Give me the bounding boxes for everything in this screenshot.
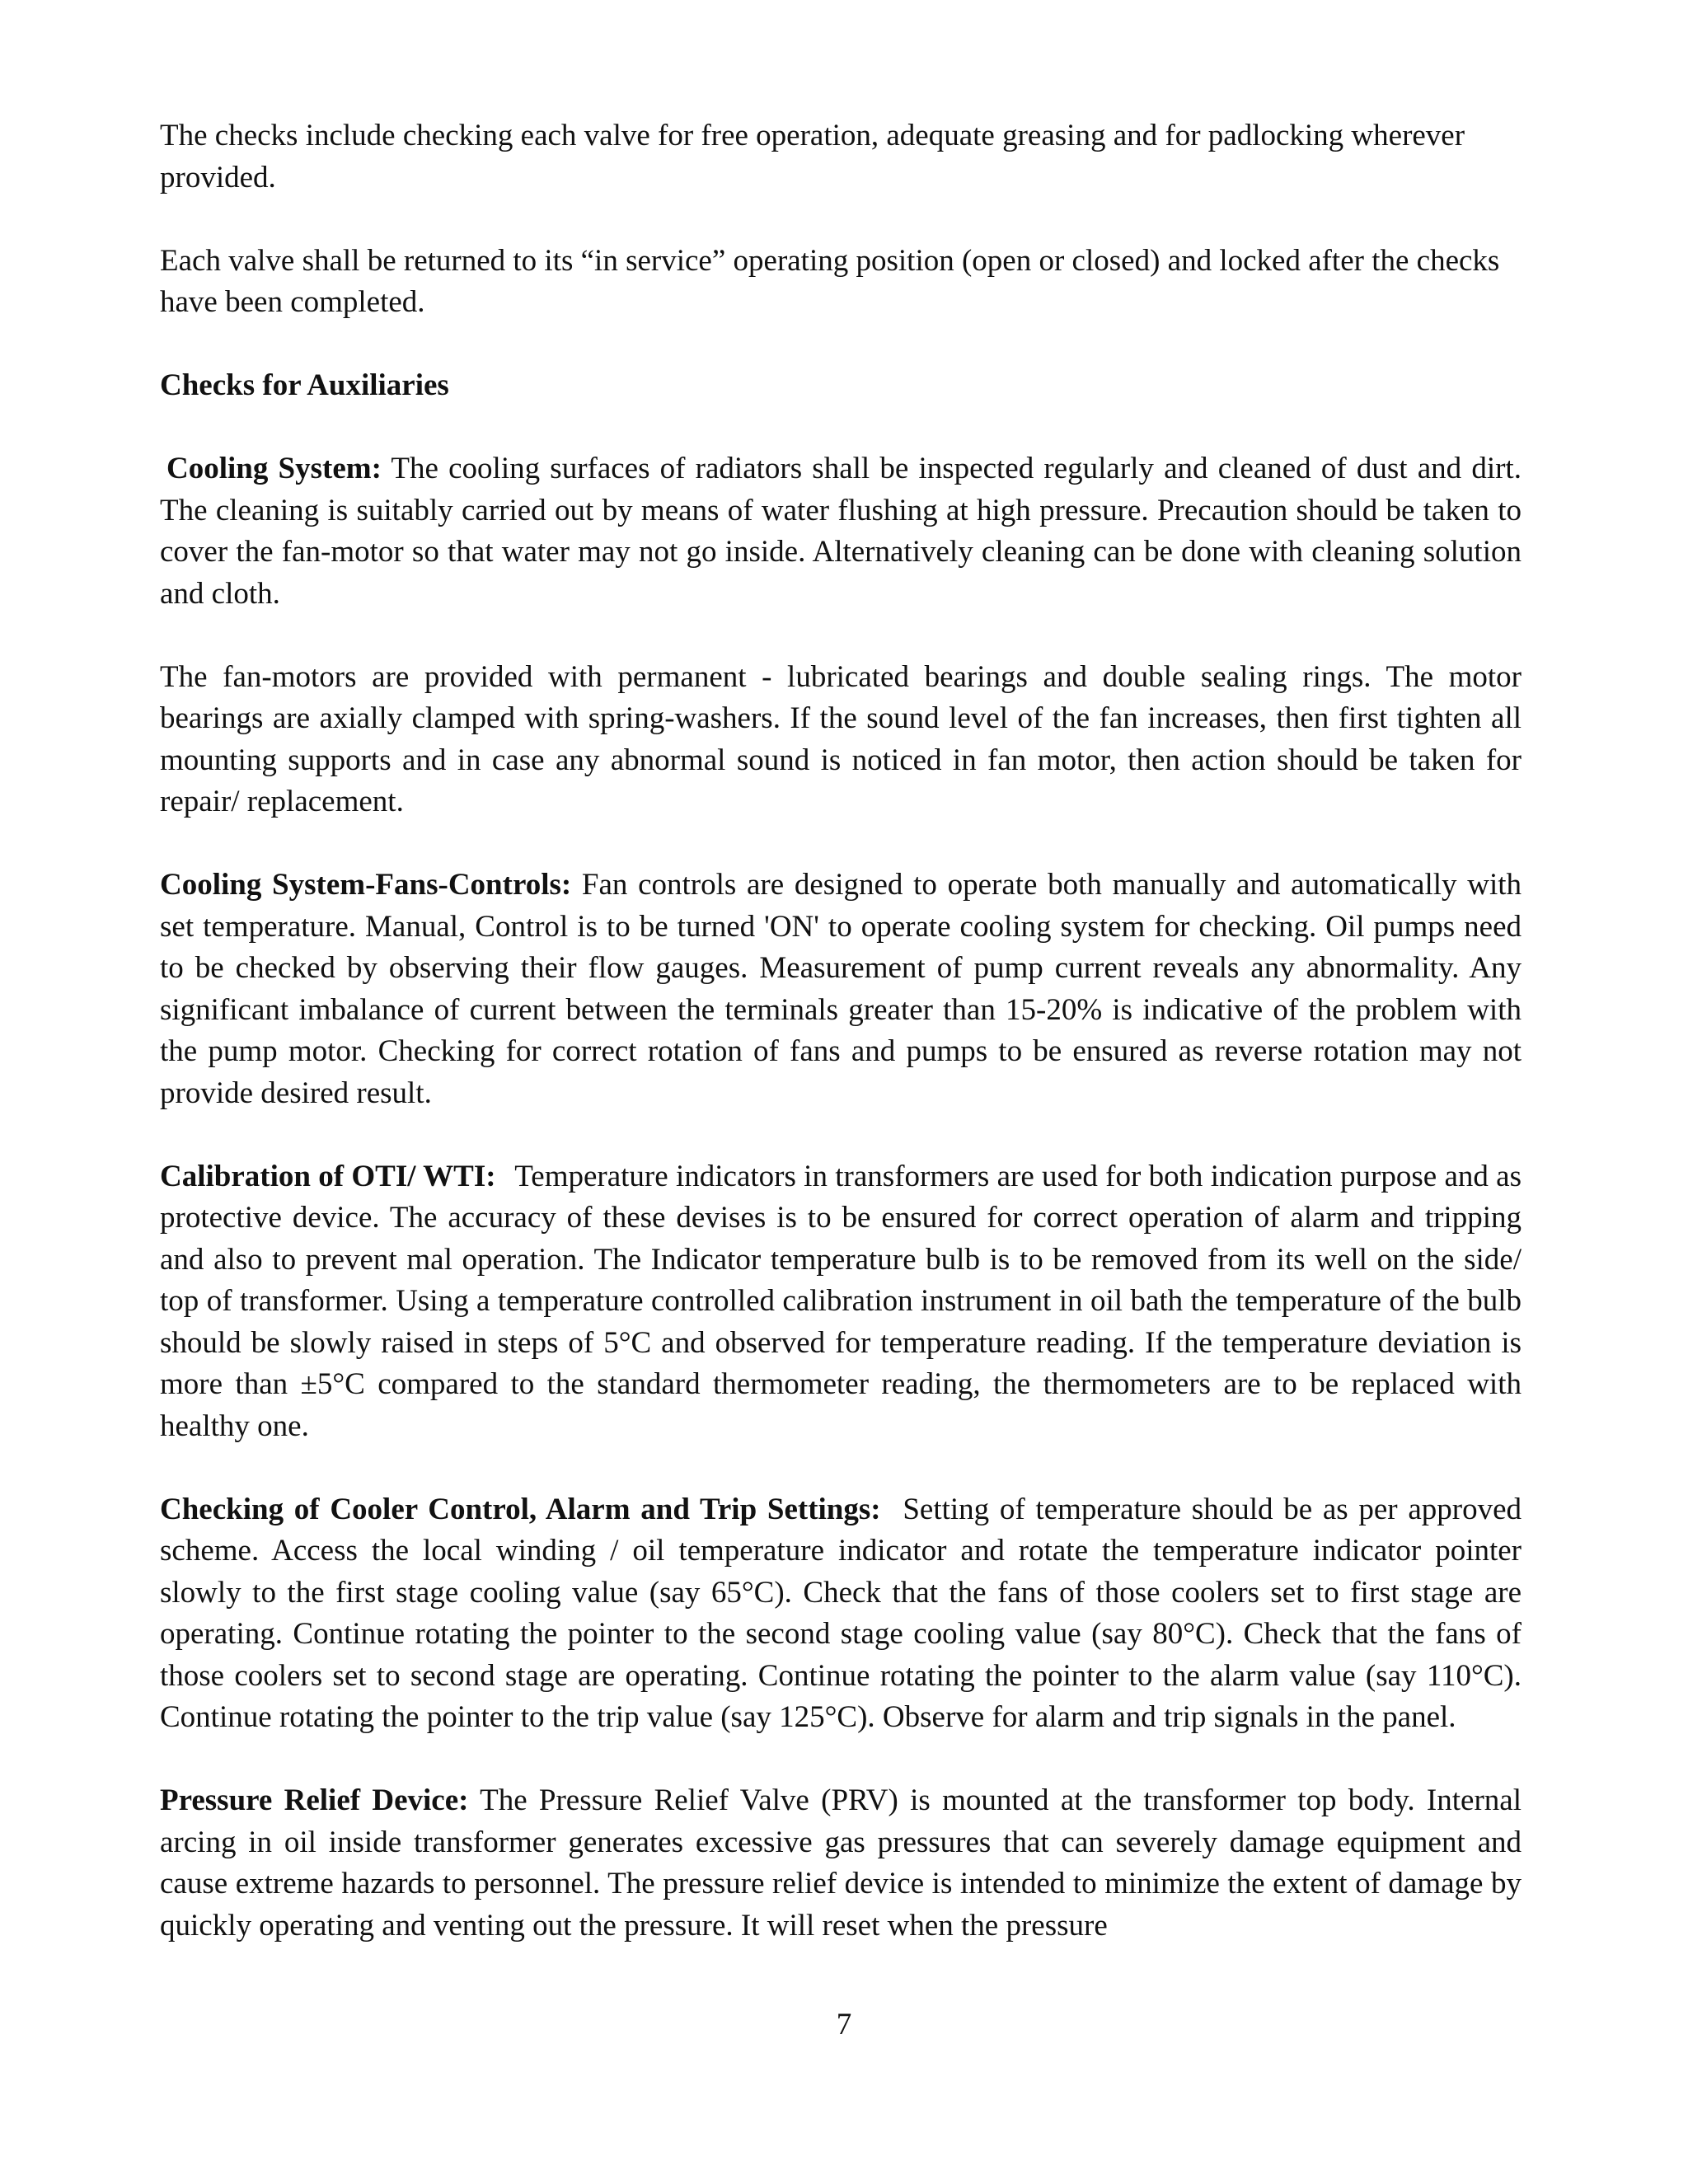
- paragraph-text: The checks include checking each valve for free operation, adequate greasing and for padlocking wherever provided.: [160, 119, 1465, 194]
- paragraph-calibration: [160, 1156, 1522, 1448]
- paragraph-text: The fan-motors are provided with permanent - lubricated bearings and double sealing rings. The motor bearings are axially clamped with spring-washers. If the sound level of the fan increases, then first tighten all mounting supports and in case any abnormal sound is noticed in fan motor, then action should be taken for repair/ replacement.: [160, 659, 1522, 818]
- page-body: [160, 115, 1522, 1947]
- paragraph-text: Fan controls are designed to operate both manually and automatically with set temperature. Manual, Control is to be turned 'ON' to operate cooling system for checking. Oil pumps need to be checked by observing their flow gauges. Measurement of pump current reveals any abnormality. Any significant imbalance of current between the terminals greater than 15-20% is indicative of the problem with the pump motor. Checking for correct rotation of fans and pumps to be ensured as reverse rotation may not provide desired result.: [160, 868, 1522, 1110]
- lead-cooler-control: Checking of Cooler Control, Alarm and Trip Settings:: [160, 1492, 881, 1526]
- paragraph-text: Temperature indicators in transformers are used for both indication purpose and as protective device. The accuracy of these devises is to be ensured for correct operation of alarm and tripping and also to prevent mal operation. The Indicator temperature bulb is to be removed from its well on the side/ top of transformer. Using a temperature controlled calibration instrument in oil bath the temperature of the bulb should be slowly raised in steps of 5°C and observed for temperature reading. If the temperature deviation is more than ±5°C compared to the standard thermometer reading, the thermometers are to be replaced with healthy one.: [160, 1159, 1522, 1443]
- paragraph-valve-checks: [160, 115, 1522, 199]
- lead-cooling-system: Cooling System:: [166, 452, 382, 485]
- paragraph-text: Setting of temperature should be as per approved scheme. Access the local winding / oil temperature indicator and rotate the temperature indicator pointer slowly to the first stage cooling value (say 65°C). Check that the fans of those coolers set to first stage are operating. Continue rotating the pointer to the second stage cooling value (say 80°C). Check that the fans of those coolers set to second stage are operating. Continue rotating the pointer to the alarm value (say 110°C). Continue rotating the pointer to the trip value (say 125°C). Observe for alarm and trip signals in the panel.: [160, 1492, 1522, 1734]
- paragraph-cooling-system: [160, 448, 1522, 615]
- lead-calibration: Calibration of OTI/ WTI:: [160, 1159, 496, 1193]
- paragraph-text: The Pressure Relief Valve (PRV) is mounted at the transformer top body. Internal arcing in oil inside transformer generates excessive gas pressures that can severely damage equipment and cause extreme hazards to personnel. The pressure relief device is intended to minimize the extent of damage by quickly operating and venting out the pressure. It will reset when the pressure: [160, 1783, 1522, 1943]
- paragraph-text: Each valve shall be returned to its “in service” operating position (open or closed) and locked after the checks have been completed.: [160, 243, 1500, 319]
- lead-fans-controls: Cooling System-Fans-Controls:: [160, 868, 572, 902]
- paragraph-fan-motors: [160, 657, 1522, 823]
- page-number: 7: [836, 2008, 852, 2041]
- paragraph-text: The cooling surfaces of radiators shall be inspected regularly and cleaned of dust and dirt. The cleaning is suitably carried out by means of water flushing at high pressure. Precaution should be taken to cover the fan-motor so that water may not go inside. Alternatively cleaning can be done with cleaning solution and cloth.: [160, 452, 1522, 611]
- paragraph-valve-return: [160, 241, 1522, 324]
- paragraph-cooler-control: [160, 1489, 1522, 1739]
- section-heading-checks-for-auxiliaries: Checks for Auxiliaries: [160, 368, 449, 402]
- paragraph-pressure-relief: [160, 1780, 1522, 1947]
- lead-pressure-relief: Pressure Relief Device:: [160, 1783, 469, 1817]
- paragraph-fans-controls: [160, 865, 1522, 1114]
